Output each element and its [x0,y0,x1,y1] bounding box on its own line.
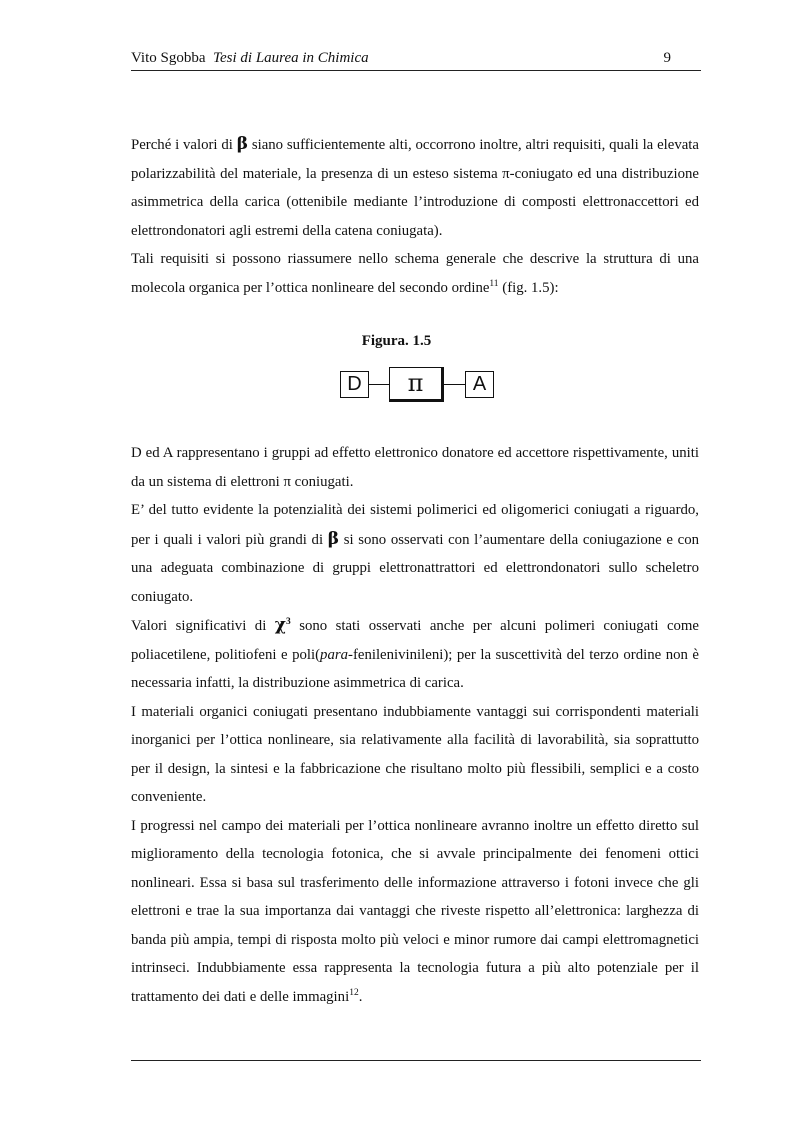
paragraph-4 [131,496,699,611]
donor-box: D [340,371,369,398]
footer-rule [131,1060,701,1061]
reference-11: 11 [489,278,499,289]
paragraph-5 [131,611,699,698]
chi-exponent: 3 [285,617,291,628]
pi-bridge-box: π [389,367,444,402]
connector-right [444,384,465,385]
page-header [131,50,701,72]
paragraph-1-text-c: -coniugato ed una distribuzione asimmetrica della carica (ottenibile mediante l’introduzione di composti elettronaccettori ed elettrondonatori agli estremi della catena coniugata). [131,165,699,239]
paragraph-5-text-b: sono stati osservati anche per alcuni polimeri coniugati come poliacetilene, politiofeni e poli( [131,618,699,663]
paragraph-1 [131,130,699,245]
paragraph-7-text-b: . [358,988,363,1005]
figure-caption: Figura. 1.5 [361,333,432,349]
reference-12: 12 [349,987,359,998]
pi-symbol: π [502,165,510,182]
header-rule [131,70,701,71]
beta-symbol: β [327,528,340,549]
chi-symbol: χ [274,615,286,635]
connector-left [369,384,389,385]
paragraph-3 [131,439,699,496]
paragraph-3-text-b: coniugati. [290,473,354,490]
acceptor-box: A [465,371,494,398]
paragraph-6: I materiali organici coniugati presentano indubbiamente vantaggi sui corrispondenti materiali inorganici per l’ottica nonlineare, sia relativamente alla facilità di lavorabilità, sia soprattutto per il design, la sintesi e la fabbricazione che risultano molto più flessibili, semplici e a costo conveniente. [131,703,699,805]
text-block-upper [131,130,699,302]
text-block-lower [131,439,699,1011]
page-number: 9 [663,50,671,66]
paragraph-1-text-b: siano sufficientemente alti, occorrono inoltre, altri requisiti, quali la elevata polarizzabilità del materiale, la presenza di un esteso sistema [131,137,699,182]
donor-pi-acceptor-diagram [340,367,496,405]
paragraph-2-text-b: (fig. 1.5): [498,279,559,296]
paragraph-5-text-c: -fenilenivinileni); per la suscettività del terzo ordine non è necessaria infatti, la distribuzione asimmetrica di carica. [131,646,699,691]
paragraph-3-text-a: D ed A rappresentano i gruppi ad effetto elettronico donatore ed accettore rispettivamente, uniti da un sistema di elettroni [131,445,699,490]
header-author: Vito Sgobba [131,50,206,66]
paragraph-2 [131,245,699,302]
paragraph-7-text-a: I progressi nel campo dei materiali per l’ottica nonlineare avranno inoltre un effetto diretto sul miglioramento della tecnologia fotonica, che si avvale principalmente dei fenomeni ottici nonlineari. Essa si basa sul trasferimento delle informazione attraverso i fotoni invece che gli elettroni e trae la sua importanza dai vantaggi che riveste rispetto all’elettronica: larghezza di banda più ampia, tempi di risposta molto più veloci e minor rumore dai campi elettromagnetici intrinseci. Indubbiamente essa rappresenta la tecnologia futura a più alto potenziale per il trattamento dei dati e delle immagini [131,817,699,1005]
paragraph-4-text-b: si sono osservati con l’aumentare della coniugazione e con una adeguata combinazione di gruppi elettronattrattori ed elettrondonatori sullo scheletro coniugato. [131,531,699,605]
pi-symbol: π [283,473,291,490]
header-author-title [131,50,369,67]
beta-symbol: β [236,134,249,154]
paragraph-7 [131,812,699,1012]
paragraph-1-text-a: Perché i valori di [131,137,237,153]
header-thesis-title: Tesi di Laurea in Chimica [213,50,369,66]
para-italic: para [320,646,349,663]
paragraph-4-text-a: E’ del tutto evidente la potenzialità dei sistemi polimerici ed oligomerici coniugati a riguardo, per i quali i valori più grandi di [131,502,699,548]
paragraph-2-text-a: Tali requisiti si possono riassumere nello schema generale che descrive la struttura di una molecola organica per l’ottica nonlineare del secondo ordine [131,251,699,296]
paragraph-5-text-a: Valori significativi di [131,618,275,634]
